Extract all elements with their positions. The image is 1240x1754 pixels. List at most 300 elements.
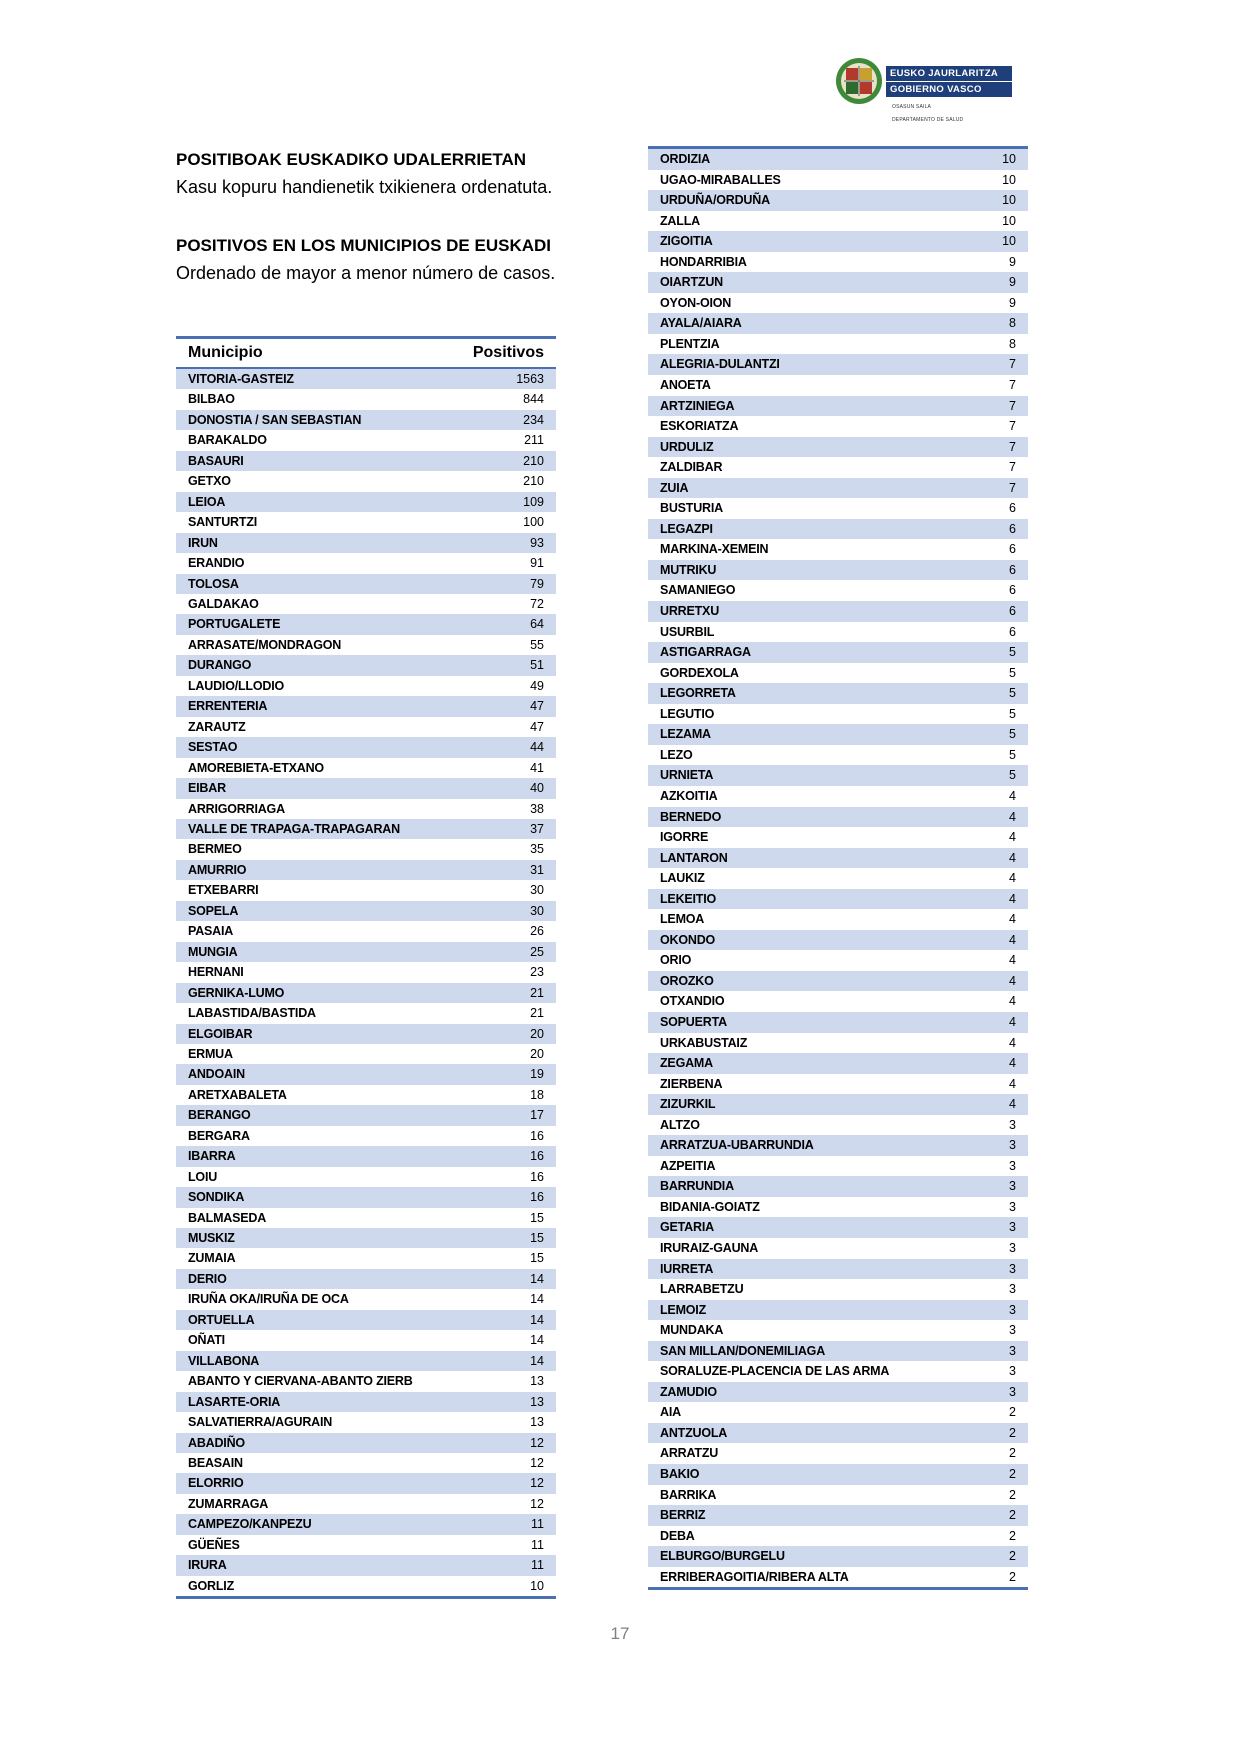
municipio-name: SALVATIERRA/AGURAIN bbox=[188, 1415, 333, 1430]
table-row bbox=[176, 430, 556, 450]
table-row bbox=[648, 293, 1028, 314]
municipio-name: ARRASATE/MONDRAGON bbox=[188, 637, 342, 652]
positivos-value: 51 bbox=[451, 655, 556, 675]
positivos-value: 5 bbox=[979, 765, 1028, 786]
table-row bbox=[648, 1526, 1028, 1547]
table-row bbox=[648, 807, 1028, 828]
positivos-value: 10 bbox=[979, 190, 1028, 211]
positivos-value: 6 bbox=[979, 601, 1028, 622]
municipio-name: BERANGO bbox=[176, 1105, 451, 1125]
municipio-name: HONDARRIBIA bbox=[660, 254, 747, 269]
table-row bbox=[176, 1146, 556, 1166]
municipio-name: ERMUA bbox=[188, 1046, 233, 1061]
table-row bbox=[176, 410, 556, 430]
gobierno-vasco-logo bbox=[834, 54, 1024, 128]
municipio-name: GORLIZ bbox=[176, 1576, 451, 1598]
positivos-value: 5 bbox=[1009, 665, 1016, 680]
table-row bbox=[648, 1259, 1028, 1280]
municipio-name: PASAIA bbox=[188, 924, 234, 939]
municipio-name: IBARRA bbox=[176, 1146, 451, 1166]
municipio-name: ORTUELLA bbox=[176, 1310, 451, 1330]
municipio-name: VILLABONA bbox=[176, 1351, 451, 1371]
table-row bbox=[648, 1115, 1028, 1136]
positivos-value: 16 bbox=[451, 1187, 556, 1207]
municipio-name: ARRIGORRIAGA bbox=[188, 801, 285, 816]
municipio-name: ELORRIO bbox=[176, 1473, 451, 1493]
table-row bbox=[648, 1382, 1028, 1403]
table-row bbox=[176, 1392, 556, 1412]
table-row bbox=[648, 950, 1028, 971]
table-row bbox=[176, 533, 556, 553]
positivos-value: 7 bbox=[1009, 378, 1016, 393]
positivos-value: 2 bbox=[979, 1546, 1028, 1567]
table-row bbox=[176, 1371, 556, 1391]
positivos-value: 31 bbox=[451, 860, 556, 880]
positivos-value: 4 bbox=[979, 1053, 1028, 1074]
municipio-name: MUSKIZ bbox=[176, 1228, 451, 1248]
municipio-name: ARTZINIEGA bbox=[648, 396, 979, 417]
table-row bbox=[648, 868, 1028, 889]
table-row bbox=[648, 396, 1028, 417]
municipio-name: DURANGO bbox=[176, 655, 451, 675]
table-row bbox=[648, 601, 1028, 622]
table-row bbox=[176, 1473, 556, 1493]
table-row bbox=[176, 1085, 556, 1105]
table-row bbox=[648, 580, 1028, 601]
positivos-value: 10 bbox=[979, 148, 1028, 170]
municipio-name: LANTARON bbox=[648, 848, 979, 869]
positivos-value: 9 bbox=[1009, 254, 1016, 269]
table-row bbox=[176, 1064, 556, 1084]
table-row bbox=[176, 594, 556, 614]
municipio-name: BALMASEDA bbox=[188, 1210, 267, 1225]
positivos-value: 14 bbox=[451, 1269, 556, 1289]
municipio-name: LAUKIZ bbox=[660, 871, 705, 886]
municipio-name: SESTAO bbox=[176, 737, 451, 757]
municipio-name: ERRIBERAGOITIA/RIBERA ALTA bbox=[648, 1567, 979, 1589]
municipio-name: ZARAUTZ bbox=[188, 719, 246, 734]
positivos-value: 20 bbox=[530, 1046, 544, 1061]
page-number: 17 bbox=[610, 1624, 630, 1643]
municipio-name: URKABUSTAIZ bbox=[660, 1035, 748, 1050]
positivos-value: 13 bbox=[530, 1374, 544, 1389]
table-row bbox=[176, 1187, 556, 1207]
municipio-name: LAUDIO/LLODIO bbox=[188, 678, 285, 693]
table-row bbox=[176, 1412, 556, 1432]
municipio-name: MUNGIA bbox=[176, 942, 451, 962]
municipio-name: BERMEO bbox=[188, 842, 242, 857]
positivos-value: 3 bbox=[979, 1300, 1028, 1321]
municipio-name: SAMANIEGO bbox=[660, 583, 736, 598]
positivos-value: 3 bbox=[1009, 1158, 1016, 1173]
municipio-name: LEMOA bbox=[660, 912, 705, 927]
municipio-name: ALTZO bbox=[660, 1117, 700, 1132]
municipio-name: LEGUTIO bbox=[660, 706, 715, 721]
municipio-name: USURBIL bbox=[660, 624, 715, 639]
positivos-value: 14 bbox=[451, 1310, 556, 1330]
municipio-name: GORDEXOLA bbox=[660, 665, 739, 680]
positivos-value: 10 bbox=[1002, 213, 1016, 228]
positivos-value: 19 bbox=[451, 1064, 556, 1084]
table-row bbox=[648, 1238, 1028, 1259]
positivos-value: 14 bbox=[451, 1351, 556, 1371]
table-row bbox=[176, 1555, 556, 1575]
positivos-value: 25 bbox=[451, 942, 556, 962]
positivos-value: 17 bbox=[451, 1105, 556, 1125]
positivos-value: 44 bbox=[451, 737, 556, 757]
header-positivos: Positivos bbox=[451, 338, 556, 369]
municipio-name: UGAO-MIRABALLES bbox=[660, 172, 781, 187]
municipio-name: URDUÑA/ORDUÑA bbox=[648, 190, 979, 211]
table-row bbox=[176, 512, 556, 532]
municipio-name: ERANDIO bbox=[188, 556, 245, 571]
positivos-value: 20 bbox=[451, 1024, 556, 1044]
municipio-name: BARRIKA bbox=[660, 1487, 717, 1502]
positivos-value: 91 bbox=[530, 556, 544, 571]
positivos-value: 3 bbox=[1009, 1117, 1016, 1132]
table-row bbox=[176, 901, 556, 921]
municipio-name: GALDAKAO bbox=[188, 596, 259, 611]
municipio-name: ELBURGO/BURGELU bbox=[648, 1546, 979, 1567]
positivos-value: 5 bbox=[1009, 747, 1016, 762]
positivos-value: 4 bbox=[1009, 953, 1016, 968]
positivos-value: 38 bbox=[530, 801, 544, 816]
municipio-name: OÑATI bbox=[188, 1333, 225, 1348]
positivos-value: 4 bbox=[979, 1012, 1028, 1033]
municipio-name: OTXANDIO bbox=[660, 994, 725, 1009]
table-row bbox=[176, 1494, 556, 1514]
table-row bbox=[176, 1289, 556, 1309]
table-row bbox=[648, 622, 1028, 643]
positivos-value: 3 bbox=[979, 1382, 1028, 1403]
table-row bbox=[176, 880, 556, 900]
positivos-value: 13 bbox=[451, 1392, 556, 1412]
table-row bbox=[648, 457, 1028, 478]
municipio-name: ZALLA bbox=[660, 213, 700, 228]
positivos-value: 3 bbox=[979, 1176, 1028, 1197]
positivos-value: 13 bbox=[530, 1415, 544, 1430]
table-row bbox=[176, 368, 556, 389]
municipio-name: BILBAO bbox=[188, 392, 235, 407]
municipio-name: ZUMAIA bbox=[188, 1251, 236, 1266]
table-row bbox=[176, 758, 556, 778]
positivos-value: 2 bbox=[979, 1423, 1028, 1444]
table-row bbox=[648, 765, 1028, 786]
logo-department-eu: OSASUN SAILA bbox=[892, 104, 932, 110]
municipio-name: ZAMUDIO bbox=[648, 1382, 979, 1403]
municipio-name: AMOREBIETA-ETXANO bbox=[188, 760, 324, 775]
municipio-name: IRUN bbox=[176, 533, 451, 553]
municipio-name: LARRABETZU bbox=[660, 1282, 744, 1297]
positivos-value: 11 bbox=[451, 1514, 556, 1534]
positivos-value: 109 bbox=[451, 492, 556, 512]
positivos-value: 2 bbox=[979, 1464, 1028, 1485]
municipios-table-right bbox=[648, 146, 1028, 1590]
municipio-name: LEMOIZ bbox=[648, 1300, 979, 1321]
positivos-value: 4 bbox=[979, 971, 1028, 992]
table-row bbox=[176, 1126, 556, 1146]
table-row bbox=[176, 942, 556, 962]
positivos-value: 2 bbox=[1009, 1446, 1016, 1461]
table-row bbox=[176, 921, 556, 941]
positivos-value: 3 bbox=[1009, 1240, 1016, 1255]
subtitle-spanish: Ordenado de mayor a menor número de casos. bbox=[176, 263, 556, 283]
table-row bbox=[648, 539, 1028, 560]
positivos-value: 12 bbox=[530, 1456, 544, 1471]
positivos-value: 6 bbox=[979, 519, 1028, 540]
municipio-name: ZALDIBAR bbox=[660, 460, 723, 475]
positivos-value: 3 bbox=[1009, 1282, 1016, 1297]
municipio-name: BERGARA bbox=[188, 1128, 250, 1143]
positivos-value: 7 bbox=[1009, 460, 1016, 475]
municipio-name: BASAURI bbox=[176, 451, 451, 471]
table-row bbox=[176, 655, 556, 675]
municipio-name: ESKORIATZA bbox=[660, 419, 739, 434]
municipio-name: SONDIKA bbox=[176, 1187, 451, 1207]
municipio-name: LEKEITIO bbox=[648, 889, 979, 910]
municipio-name: GERNIKA-LUMO bbox=[176, 983, 451, 1003]
table-row bbox=[648, 1033, 1028, 1054]
table-row bbox=[648, 1567, 1028, 1589]
municipio-name: ABADIÑO bbox=[176, 1433, 451, 1453]
positivos-value: 18 bbox=[530, 1087, 544, 1102]
table-row bbox=[176, 696, 556, 716]
table-row bbox=[176, 983, 556, 1003]
positivos-value: 2 bbox=[1009, 1487, 1016, 1502]
positivos-value: 4 bbox=[1009, 871, 1016, 886]
positivos-value: 2 bbox=[1009, 1528, 1016, 1543]
positivos-value: 12 bbox=[530, 1496, 544, 1511]
municipio-name: ZUIA bbox=[648, 478, 979, 499]
table-row bbox=[648, 1300, 1028, 1321]
table-row bbox=[648, 498, 1028, 519]
positivos-value: 211 bbox=[524, 433, 544, 448]
municipio-name: ZIZURKIL bbox=[648, 1094, 979, 1115]
municipio-name: ANDOAIN bbox=[176, 1064, 451, 1084]
table-row bbox=[648, 745, 1028, 766]
positivos-value: 23 bbox=[530, 965, 544, 980]
positivos-value: 4 bbox=[1009, 912, 1016, 927]
municipio-name: ZIGOITIA bbox=[648, 231, 979, 252]
table-row bbox=[648, 1546, 1028, 1567]
municipio-name: TOLOSA bbox=[176, 574, 451, 594]
table-row bbox=[648, 1094, 1028, 1115]
positivos-value: 7 bbox=[979, 354, 1028, 375]
table-row bbox=[648, 1464, 1028, 1485]
table-row bbox=[176, 1453, 556, 1473]
table-row bbox=[176, 1208, 556, 1228]
table-row bbox=[176, 799, 556, 819]
table-row bbox=[648, 1217, 1028, 1238]
table-row bbox=[176, 1003, 556, 1023]
table-row bbox=[176, 778, 556, 798]
municipio-name: BIDANIA-GOIATZ bbox=[660, 1199, 760, 1214]
title-spanish: POSITIVOS EN LOS MUNICIPIOS DE EUSKADI bbox=[176, 236, 551, 255]
table-header-row bbox=[176, 338, 556, 369]
positivos-value: 16 bbox=[530, 1128, 544, 1143]
table-row bbox=[648, 170, 1028, 191]
municipio-name: URNIETA bbox=[648, 765, 979, 786]
positivos-value: 4 bbox=[1009, 1076, 1016, 1091]
municipio-name: ZUMARRAGA bbox=[188, 1496, 269, 1511]
positivos-value: 49 bbox=[530, 678, 544, 693]
table-row bbox=[176, 1269, 556, 1289]
table-row bbox=[176, 451, 556, 471]
municipio-name: MARKINA-XEMEIN bbox=[660, 542, 769, 557]
positivos-value: 9 bbox=[979, 272, 1028, 293]
municipio-name: IGORRE bbox=[660, 830, 709, 845]
table-row bbox=[648, 827, 1028, 848]
municipio-name: LABASTIDA/BASTIDA bbox=[188, 1006, 316, 1021]
table-row bbox=[176, 676, 556, 696]
positivos-value: 15 bbox=[451, 1228, 556, 1248]
table-row bbox=[648, 1012, 1028, 1033]
table-row bbox=[176, 819, 556, 839]
table-row bbox=[648, 683, 1028, 704]
table-row bbox=[648, 1279, 1028, 1300]
table-row bbox=[648, 786, 1028, 807]
municipio-name: LEGAZPI bbox=[648, 519, 979, 540]
municipio-name: PLENTZIA bbox=[660, 336, 720, 351]
municipio-name: OKONDO bbox=[648, 930, 979, 951]
table-row bbox=[176, 553, 556, 573]
municipio-name: ABANTO Y CIERVANA-ABANTO ZIERB bbox=[188, 1374, 413, 1389]
municipio-name: ORIO bbox=[660, 953, 692, 968]
municipio-name: ZIERBENA bbox=[660, 1076, 723, 1091]
municipio-name: SOPELA bbox=[176, 901, 451, 921]
table-row bbox=[648, 1135, 1028, 1156]
municipio-name: AYALA/AIARA bbox=[648, 313, 979, 334]
table-row bbox=[648, 1341, 1028, 1362]
municipio-name: MUTRIKU bbox=[648, 560, 979, 581]
table-row bbox=[648, 704, 1028, 725]
table-row bbox=[176, 492, 556, 512]
positivos-value: 64 bbox=[451, 614, 556, 634]
municipio-name: ARRATZUA-UBARRUNDIA bbox=[648, 1135, 979, 1156]
table-row bbox=[648, 354, 1028, 375]
positivos-value: 844 bbox=[523, 392, 544, 407]
table-row bbox=[648, 930, 1028, 951]
municipio-name: ALEGRIA-DULANTZI bbox=[648, 354, 979, 375]
positivos-value: 3 bbox=[979, 1217, 1028, 1238]
positivos-value: 6 bbox=[1009, 501, 1016, 516]
table-row bbox=[176, 839, 556, 859]
table-row bbox=[648, 1505, 1028, 1526]
municipio-name: LASARTE-ORIA bbox=[176, 1392, 451, 1412]
positivos-value: 10 bbox=[1002, 172, 1016, 187]
table-row bbox=[176, 389, 556, 409]
municipio-name: ETXEBARRI bbox=[188, 883, 259, 898]
positivos-value: 6 bbox=[1009, 542, 1016, 557]
municipio-name: BEASAIN bbox=[188, 1456, 243, 1471]
table-row bbox=[648, 1485, 1028, 1506]
positivos-value: 14 bbox=[530, 1333, 544, 1348]
positivos-value: 6 bbox=[1009, 583, 1016, 598]
municipio-name: ARETXABALETA bbox=[188, 1087, 287, 1102]
positivos-value: 55 bbox=[530, 637, 544, 652]
positivos-value: 16 bbox=[451, 1146, 556, 1166]
table-row bbox=[176, 1330, 556, 1350]
table-row bbox=[176, 1105, 556, 1125]
municipio-name: CAMPEZO/KANPEZU bbox=[176, 1514, 451, 1534]
table-row bbox=[176, 860, 556, 880]
table-row bbox=[648, 1423, 1028, 1444]
logo-department-es: DEPARTAMENTO DE SALUD bbox=[892, 117, 964, 123]
positivos-value: 3 bbox=[979, 1259, 1028, 1280]
table-row bbox=[648, 519, 1028, 540]
positivos-value: 210 bbox=[451, 451, 556, 471]
municipio-name: SANTURTZI bbox=[188, 515, 258, 530]
table-row bbox=[648, 375, 1028, 396]
positivos-value: 40 bbox=[451, 778, 556, 798]
table-row bbox=[176, 574, 556, 594]
table-row bbox=[648, 909, 1028, 930]
positivos-value: 4 bbox=[979, 889, 1028, 910]
table-row bbox=[648, 1176, 1028, 1197]
municipio-name: BARAKALDO bbox=[188, 433, 267, 448]
table-row bbox=[176, 1310, 556, 1330]
positivos-value: 7 bbox=[1009, 419, 1016, 434]
positivos-value: 3 bbox=[1009, 1364, 1016, 1379]
municipio-name: BUSTURIA bbox=[660, 501, 723, 516]
positivos-value: 7 bbox=[979, 437, 1028, 458]
positivos-value: 5 bbox=[979, 683, 1028, 704]
municipio-name: ORDIZIA bbox=[648, 148, 979, 170]
positivos-value: 3 bbox=[979, 1135, 1028, 1156]
municipio-name: URDULIZ bbox=[648, 437, 979, 458]
municipio-name: BAKIO bbox=[648, 1464, 979, 1485]
positivos-value: 72 bbox=[530, 596, 544, 611]
table-row bbox=[176, 962, 556, 982]
positivos-value: 10 bbox=[451, 1576, 556, 1598]
table-row bbox=[648, 272, 1028, 293]
municipio-name: OROZKO bbox=[648, 971, 979, 992]
table-row bbox=[176, 1535, 556, 1555]
municipio-name: ERRENTERIA bbox=[176, 696, 451, 716]
positivos-value: 14 bbox=[530, 1292, 544, 1307]
municipio-name: EIBAR bbox=[176, 778, 451, 798]
municipio-name: AZPEITIA bbox=[660, 1158, 716, 1173]
positivos-value: 234 bbox=[451, 410, 556, 430]
municipio-name: ELGOIBAR bbox=[176, 1024, 451, 1044]
municipio-name: OIARTZUN bbox=[648, 272, 979, 293]
subtitle-basque: Kasu kopuru handienetik txikienera ordenatuta. bbox=[176, 177, 553, 197]
municipio-name: ZEGAMA bbox=[648, 1053, 979, 1074]
positivos-value: 5 bbox=[1009, 706, 1016, 721]
municipio-name: URRETXU bbox=[648, 601, 979, 622]
municipio-name: LEZAMA bbox=[648, 724, 979, 745]
municipio-name: VALLE DE TRAPAGA-TRAPAGARAN bbox=[176, 819, 451, 839]
table-row bbox=[176, 737, 556, 757]
positivos-value: 12 bbox=[451, 1433, 556, 1453]
positivos-value: 16 bbox=[530, 1169, 544, 1184]
table-row bbox=[648, 231, 1028, 252]
table-row bbox=[648, 148, 1028, 170]
positivos-value: 8 bbox=[1009, 336, 1016, 351]
table-row bbox=[648, 478, 1028, 499]
table-row bbox=[648, 1053, 1028, 1074]
table-row bbox=[648, 991, 1028, 1012]
header-municipio: Municipio bbox=[176, 338, 451, 369]
basque-coat-of-arms-icon bbox=[834, 56, 884, 106]
table-row bbox=[176, 1024, 556, 1044]
table-row bbox=[648, 437, 1028, 458]
table-row bbox=[648, 971, 1028, 992]
positivos-value: 30 bbox=[530, 883, 544, 898]
positivos-value: 41 bbox=[530, 760, 544, 775]
municipio-name: LEIOA bbox=[176, 492, 451, 512]
table-row bbox=[648, 190, 1028, 211]
